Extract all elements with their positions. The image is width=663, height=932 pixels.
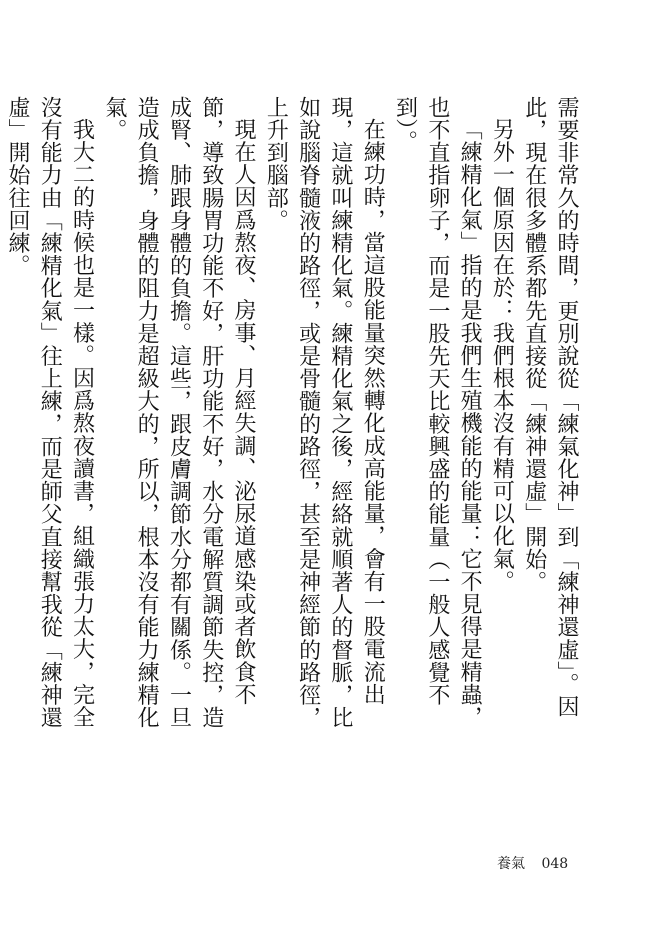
page-footer [497, 853, 568, 873]
paragraph-2: 另外一個原因在於：我們根本沒有精可以化氣。 [489, 118, 515, 593]
vertical-text-body [4, 96, 582, 732]
paragraph-6: 我大二的時候也是一樣。因爲熬夜讀書，組織張力太大，完全沒有能力由「練精化氣」往上練，而是師父直接幫我從「練神還虛」開始往回練。 [4, 96, 95, 729]
paragraph-5: 現在人因爲熬夜、房事、月經失調、泌尿道感染或者飲食不節，導致腸胃功能不好，肝功能不好，水分電解質調節失控，造成腎、肺跟身體的負擔。這些，跟皮膚調節水分都有關係。一旦造成負擔，身體的阻力是超級大的，所以，根本沒有能力練精化氣。 [101, 96, 257, 729]
paragraph-3: 「練精化氣」指的是我們生殖機能的能量：它不見得是精蟲，也不直指卵子，而是一股先天比較興盛的能量（一般人感覺不到）。 [392, 96, 483, 729]
page-number: 048 [541, 856, 569, 872]
book-title: 養氣 [497, 856, 525, 872]
paragraph-4: 在練功時，當這股能量突然轉化成高能量，會有一股電流出現，這就叫練精化氣。練精化氣之後，經絡就順著人的督脈，比如說腦脊髓液的路徑，或是骨髓的路徑，甚至是神經節的路徑，上升到腦部。 [263, 96, 386, 729]
paragraph-1: 需要非常久的時間，更別說從「練氣化神」到「練神還虛」。因此，現在很多體系都先直接從「練神還虛」開始。 [521, 96, 579, 718]
